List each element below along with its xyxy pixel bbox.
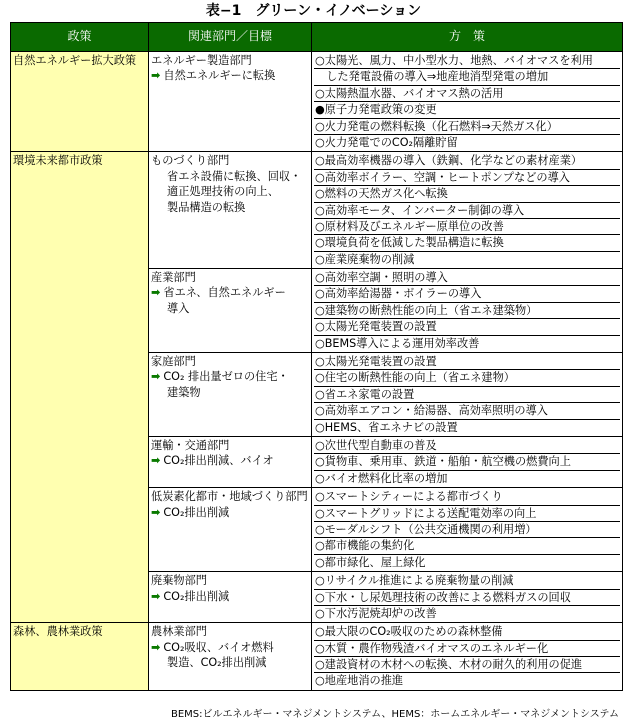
dept-cell	[149, 623, 312, 691]
dept-name: 農林業部門	[151, 625, 207, 639]
table-row	[11, 623, 623, 691]
measure-item: ○住宅の断熱性能の向上（省エネ建物）	[314, 370, 620, 386]
measure-item: ○建設資材の木材への転換、木材の耐久的利用の促進	[314, 657, 620, 673]
measure-item: ○高効率モータ、インバーター制御の導入	[314, 203, 620, 219]
dept-cell	[149, 572, 312, 623]
measure-item: ○火力発電でのCO₂隔離貯留	[315, 135, 458, 149]
measure-item: ○BEMS導入による運用効率改善	[315, 336, 480, 350]
measure-item: ○火力発電の燃料転換（化石燃料⇒天然ガス化）	[314, 119, 620, 135]
measure-item: ○都市機能の集約化	[314, 538, 620, 554]
header-measures: 方 策	[312, 23, 623, 52]
dept-name: 廃棄物部門	[151, 574, 207, 588]
policy-cell: 環境未来都市政策	[11, 152, 149, 623]
measures-cell	[312, 436, 623, 487]
policy-cell: 森林、農林業政策	[11, 623, 149, 691]
measure-item: ○最大限のCO₂吸収のための森林整備	[314, 624, 620, 640]
measure-item: ○地産地消の推進	[315, 674, 404, 688]
dept-name: ものづくり部門	[151, 154, 230, 168]
measure-item: ○高効率空調・照明の導入	[314, 270, 620, 286]
arrow-right-icon: ➡	[151, 505, 161, 519]
dept-goal-text: CO₂ 排出量ゼロの住宅・	[163, 370, 289, 384]
measures-cell	[312, 353, 623, 437]
measure-item: ○環境負荷を低減した製品構造に転換	[314, 235, 620, 251]
measures-cell	[312, 488, 623, 572]
dept-name: 低炭素化都市・地域づくり部門	[151, 490, 308, 504]
measure-item: ○太陽光発電装置の設置	[314, 319, 620, 335]
arrow-right-icon: ➡	[151, 454, 161, 468]
measure-item: ○建築物の断熱性能の向上（省エネ建築物）	[314, 303, 620, 319]
measure-item: ○高効率エアコン・給湯器、高効率照明の導入	[314, 403, 620, 419]
table-row	[11, 52, 623, 152]
dept-cell	[149, 353, 312, 437]
measures-cell	[312, 269, 623, 353]
dept-goal-text: CO₂排出削減、バイオ	[163, 454, 274, 468]
measure-item: ●原子力発電政策の変更	[314, 102, 620, 118]
dept-goal-text: 導入	[167, 301, 190, 315]
measure-item: ○太陽光発電装置の設置	[314, 354, 620, 370]
dept-goal-text: 製造、CO₂排出削減	[167, 656, 267, 670]
dept-name: 産業部門	[151, 271, 196, 285]
measures-cell	[312, 52, 623, 152]
measure-item: ○木質・農作物残渣バイオマスのエネルギー化	[314, 641, 620, 657]
dept-cell	[149, 436, 312, 487]
dept-goal-text: 適正処理技術の向上、	[167, 185, 279, 199]
dept-goal-text: 省エネ設備に転換、回収・	[167, 169, 302, 183]
measure-item: ○太陽熱温水器、バイオマス熱の活用	[314, 86, 620, 102]
measure-item: ○太陽光、風力、中小型水力、地熱、バイオマスを利用	[314, 53, 620, 69]
arrow-right-icon: ➡	[151, 640, 161, 654]
dept-goal-text: 省エネ、自然エネルギー	[163, 286, 286, 300]
footnote: BEMS:ビルエネルギー・マネジメントシステム、HEMS：ホームエネルギー・マネジメントシステム	[170, 709, 619, 720]
measure-item: ○バイオ燃料化比率の増加	[315, 471, 448, 485]
dept-goal-text: CO₂排出削減	[163, 589, 230, 603]
dept-cell	[149, 152, 312, 269]
table-row	[11, 152, 623, 269]
header-dept: 関連部門／目標	[149, 23, 312, 52]
measure-item: ○次世代型自動車の普及	[314, 438, 620, 454]
measure-item: ○貨物車、乗用車、鉄道・船舶・航空機の燃費向上	[314, 454, 620, 470]
measure-item: した発電設備の導入⇒地産地消型発電の増加	[314, 69, 620, 85]
measure-item: ○高効率ボイラー、空調・ヒートポンプなどの導入	[314, 170, 620, 186]
arrow-right-icon: ➡	[151, 69, 161, 83]
measure-item: ○原材料及びエネルギー原単位の改善	[314, 219, 620, 235]
table-title: 表−1 グリーン・イノベーション	[205, 3, 422, 19]
dept-name: 運輸・交通部門	[151, 438, 230, 452]
measure-item: ○下水・し尿処理技術の改善による燃料ガスの回収	[314, 590, 620, 606]
measure-item: ○スマートグリッドによる送配電効率の向上	[314, 506, 620, 522]
measure-item: ○リサイクル推進による廃棄物量の削減	[314, 573, 620, 589]
arrow-right-icon: ➡	[151, 589, 161, 603]
policy-cell: 自然エネルギー拡大政策	[11, 52, 149, 152]
dept-cell	[149, 52, 312, 152]
dept-goal-text: 自然エネルギーに転換	[163, 69, 276, 83]
measure-item: ○産業廃棄物の削減	[315, 252, 415, 266]
measures-cell	[312, 623, 623, 691]
header-policy: 政策	[11, 23, 149, 52]
dept-cell	[149, 488, 312, 572]
measure-item: ○高効率給湯器・ボイラーの導入	[314, 286, 620, 302]
dept-goal-text: 製品構造の転換	[167, 200, 246, 214]
dept-name: エネルギー製造部門	[151, 54, 252, 67]
dept-name: 家庭部門	[151, 355, 196, 369]
dept-goal-text: 建築物	[167, 385, 201, 399]
measure-item: ○モーダルシフト（公共交通機関の利用増）	[314, 522, 620, 538]
measure-item: ○HEMS、省エネナビの設置	[315, 420, 458, 434]
arrow-right-icon: ➡	[151, 286, 161, 300]
measure-item: ○燃料の天然ガス化へ転換	[314, 186, 620, 202]
measure-item: ○下水汚泥焼却炉の改善	[315, 606, 437, 620]
dept-cell	[149, 269, 312, 353]
arrow-right-icon: ➡	[151, 370, 161, 384]
green-innovation-table	[10, 22, 623, 691]
dept-goal-text: CO₂吸収、バイオ燃料	[163, 640, 274, 654]
measure-item: ○省エネ家電の設置	[314, 387, 620, 403]
dept-goal-text: CO₂排出削減	[163, 505, 230, 519]
measure-item: ○最高効率機器の導入（鉄鋼、化学などの素材産業）	[314, 153, 620, 169]
measures-cell	[312, 572, 623, 623]
measures-cell	[312, 152, 623, 269]
measure-item: ○都市緑化、屋上緑化	[315, 555, 426, 569]
measure-item: ○スマートシティーによる都市づくり	[314, 489, 620, 505]
